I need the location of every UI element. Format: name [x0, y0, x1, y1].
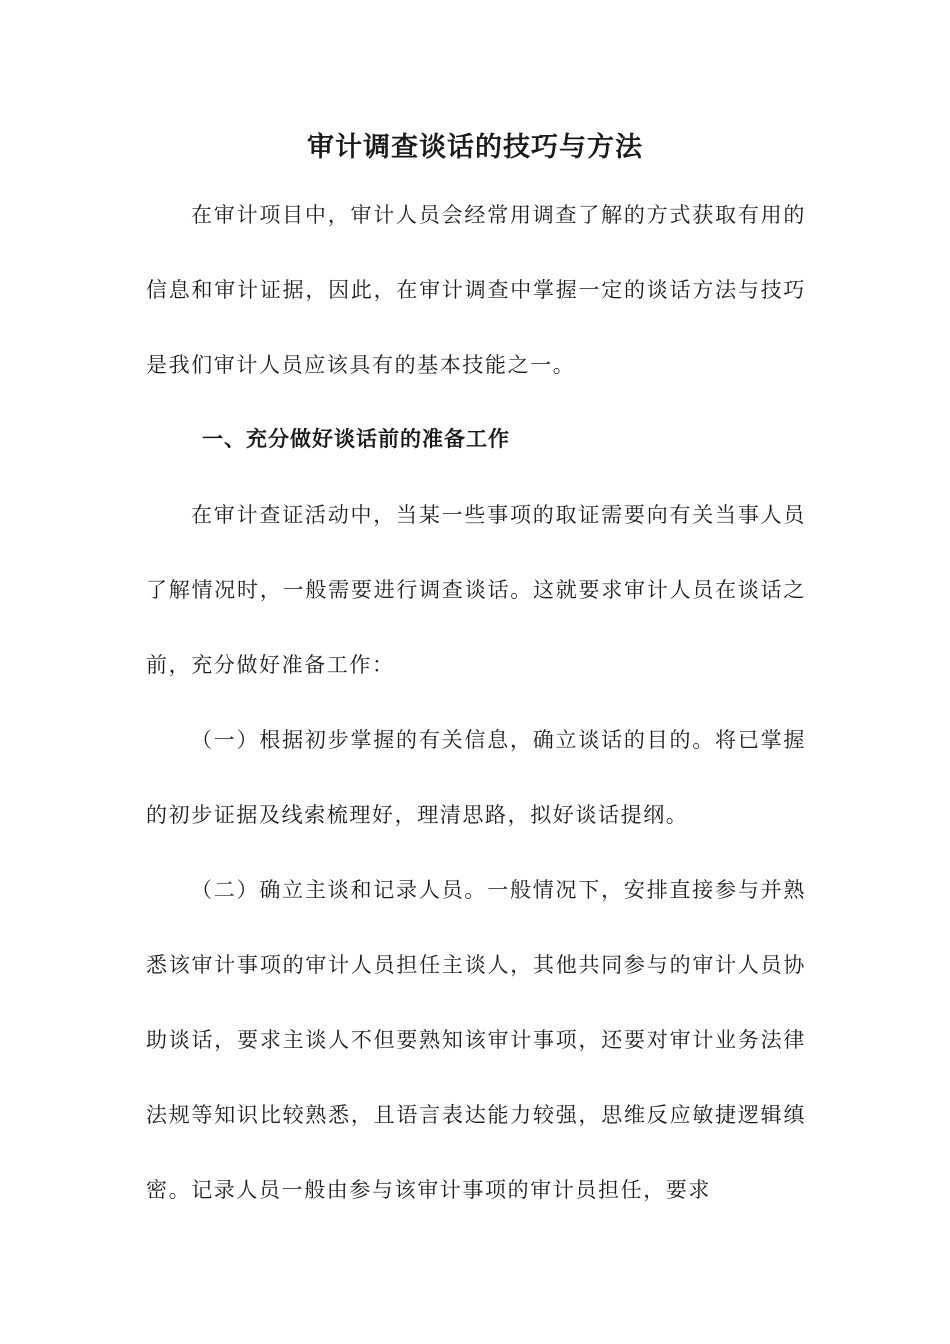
intro-paragraph: 在审计项目中，审计人员会经常用调查了解的方式获取有用的信息和审计证据，因此，在审计调查中掌握一定的谈话方法与技巧是我们审计人员应该具有的基本技能之一。	[146, 203, 806, 377]
section-paragraph: 在审计查证活动中，当某一些事项的取证需要向有关当事人员了解情况时，一般需要进行调查谈话。这就要求审计人员在谈话之前，充分做好准备工作：	[146, 503, 806, 677]
list-item-1: （一）根据初步掌握的有关信息，确立谈话的目的。将已掌握的初步证据及线索梳理好，理清思路，拟好谈话提纲。	[146, 728, 806, 827]
document-title: 审计调查谈话的技巧与方法	[307, 132, 643, 163]
section-heading: 一、充分做好谈话前的准备工作	[202, 427, 510, 451]
list-item-2: （二）确立主谈和记录人员。一般情况下，安排直接参与并熟悉该审计事项的审计人员担任主谈人，其他共同参与的审计人员协助谈话，要求主谈人不但要熟知该审计事项，还要对审计业务法律法规等知识比较熟悉，且语言表达能力较强，思维反应敏捷逻辑缜密。记录人员一般由参与该审计事项的审计员担任，要求	[146, 878, 806, 1202]
